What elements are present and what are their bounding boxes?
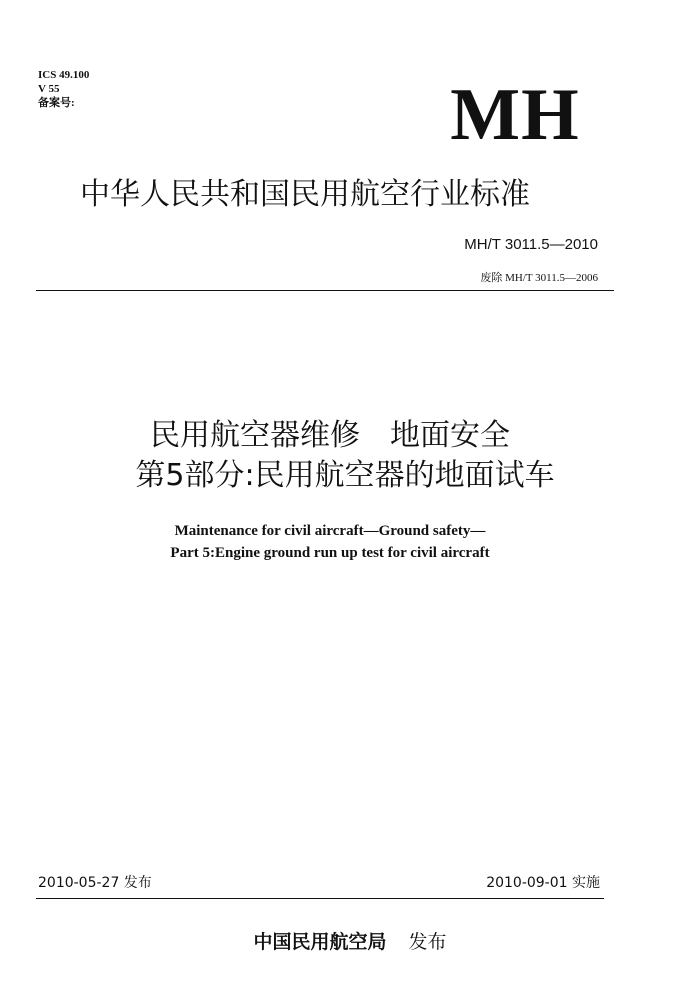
ics-code: ICS 49.100 bbox=[38, 69, 90, 81]
header-divider bbox=[36, 290, 614, 291]
replaces-standard: 废除 MH/T 3011.5—2006 bbox=[480, 272, 598, 284]
issuer-name: 中国民用航空局 bbox=[253, 931, 387, 953]
title-en-line2: Part 5:Engine ground run up test for civil aircraft bbox=[170, 545, 490, 561]
issuer-verb: 发布 bbox=[408, 931, 447, 953]
organization-title: 中华人民共和国民用航空行业标准 bbox=[80, 177, 530, 212]
title-cn-line2: 第5部分:民用航空器的地面试车 bbox=[135, 458, 555, 493]
title-en-line1: Maintenance for civil aircraft—Ground safety— bbox=[174, 523, 486, 539]
standard-number: MH/T 3011.5—2010 bbox=[464, 236, 598, 253]
document-title-en bbox=[60, 520, 600, 564]
footer-divider bbox=[36, 898, 604, 899]
mh-logo: MH bbox=[450, 74, 580, 156]
publish-date: 2010-05-27 发布 bbox=[38, 875, 152, 891]
document-title-cn bbox=[80, 416, 620, 496]
title-cn-line1: 民用航空器维修 地面安全 bbox=[150, 418, 510, 453]
classification-code: V 55 bbox=[38, 83, 60, 95]
implement-date: 2010-09-01 实施 bbox=[486, 875, 600, 891]
issuer bbox=[0, 930, 700, 954]
document-meta bbox=[38, 68, 89, 110]
filing-number-label: 备案号: bbox=[38, 97, 75, 109]
